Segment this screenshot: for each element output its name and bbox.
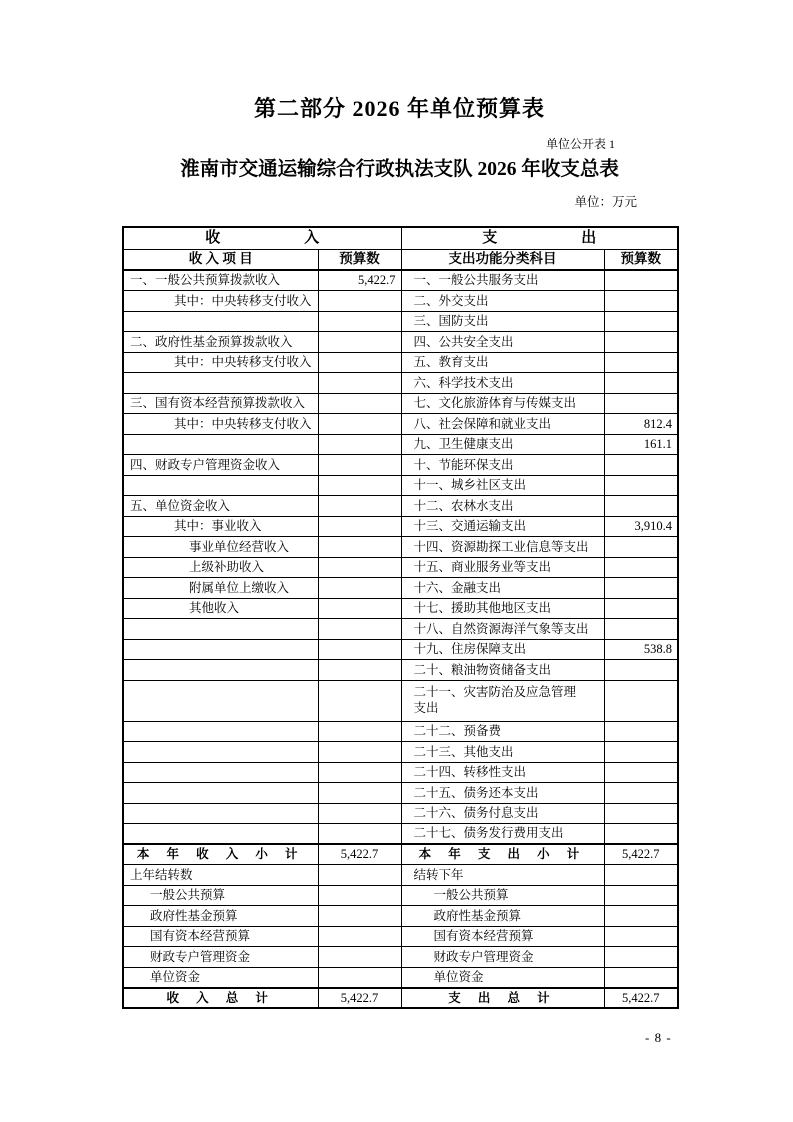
income-value-cell: [318, 803, 401, 824]
income-value-cell: [318, 434, 401, 455]
table-row: [123, 721, 678, 742]
table-row: [123, 783, 678, 804]
expense-value-cell: [604, 660, 678, 681]
unit-note: 单位：万元: [574, 195, 637, 209]
page-number: - 8 -: [645, 1030, 672, 1045]
expense-value-cell: [604, 557, 678, 578]
expense-item-cell: 十一、城乡社区支出: [401, 475, 604, 496]
expense-value-cell: [604, 619, 678, 640]
income-item-cell: 事业单位经营收入: [123, 537, 318, 558]
expense-item-cell: 支 出 总 计: [401, 988, 604, 1009]
income-value-cell: [318, 352, 401, 373]
table-row: [123, 885, 678, 906]
income-item-cell: 单位资金: [123, 967, 318, 988]
income-value-cell: [318, 291, 401, 312]
income-value-header: 预算数: [318, 249, 401, 270]
expense-value-cell: [604, 332, 678, 353]
expense-value-cell: [604, 762, 678, 783]
income-value-cell: [318, 639, 401, 660]
income-item-cell: [123, 783, 318, 804]
expense-item-cell: 十七、援助其他地区支出: [401, 598, 604, 619]
expense-value-cell: 5,422.7: [604, 844, 678, 865]
income-item-cell: 上级补助收入: [123, 557, 318, 578]
expense-value-cell: [604, 721, 678, 742]
table-row: [123, 311, 678, 332]
income-item-cell: [123, 824, 318, 845]
expense-value-cell: [604, 598, 678, 619]
budget-table-head: [123, 227, 678, 270]
expense-item-cell: 十四、资源勘探工业信息等支出: [401, 537, 604, 558]
table-row: [123, 455, 678, 476]
income-item-cell: [123, 311, 318, 332]
income-value-cell: [318, 537, 401, 558]
income-value-cell: 5,422.7: [318, 988, 401, 1009]
income-item-cell: [123, 680, 318, 721]
table-row: [123, 475, 678, 496]
expense-value-cell: [604, 311, 678, 332]
table-row: [123, 557, 678, 578]
income-item-cell: [123, 660, 318, 681]
table-row: [123, 926, 678, 947]
income-group-char-left: 收: [205, 229, 221, 246]
income-value-cell: [318, 660, 401, 681]
expense-item-cell: 六、科学技术支出: [401, 373, 604, 394]
income-item-cell: 二、政府性基金预算拨款收入: [123, 332, 318, 353]
expense-value-cell: [604, 865, 678, 886]
income-item-cell: [123, 639, 318, 660]
income-value-cell: [318, 516, 401, 537]
income-value-cell: [318, 947, 401, 968]
table-row: [123, 516, 678, 537]
income-value-cell: [318, 824, 401, 845]
income-item-cell: 一般公共预算: [123, 885, 318, 906]
expense-item-cell: 二十五、债务还本支出: [401, 783, 604, 804]
income-item-header: 收 入 项 目: [123, 249, 318, 270]
table-row: [123, 598, 678, 619]
income-item-cell: 政府性基金预算: [123, 906, 318, 927]
income-value-cell: [318, 496, 401, 517]
expense-group-header: [401, 227, 678, 249]
income-group-char-right: 入: [304, 229, 320, 246]
expense-value-cell: [604, 783, 678, 804]
expense-item-cell: 十、节能环保支出: [401, 455, 604, 476]
table-row: [123, 393, 678, 414]
budget-table: [122, 226, 679, 1009]
expense-value-cell: 812.4: [604, 414, 678, 435]
table-row: [123, 660, 678, 681]
expense-item-cell: 三、国防支出: [401, 311, 604, 332]
expense-item-cell: 十九、住房保障支出: [401, 639, 604, 660]
income-item-cell: 附属单位上缴收入: [123, 578, 318, 599]
income-item-cell: 国有资本经营预算: [123, 926, 318, 947]
expense-value-cell: [604, 578, 678, 599]
expense-item-cell: 二十、粮油物资储备支出: [401, 660, 604, 681]
expense-item-cell: 财政专户管理资金: [401, 947, 604, 968]
table-row: [123, 762, 678, 783]
table-row: [123, 496, 678, 517]
expense-value-cell: [604, 906, 678, 927]
expense-value-cell: 3,910.4: [604, 516, 678, 537]
table-row: [123, 270, 678, 291]
expense-value-cell: [604, 967, 678, 988]
income-item-cell: [123, 742, 318, 763]
part-title: 第二部分 2026 年单位预算表: [253, 96, 545, 121]
income-value-cell: [318, 742, 401, 763]
income-item-cell: 其中：事业收入: [123, 516, 318, 537]
table-row: [123, 680, 678, 721]
expense-value-cell: [604, 475, 678, 496]
table-row: [123, 619, 678, 640]
income-item-cell: 五、单位资金收入: [123, 496, 318, 517]
income-value-cell: [318, 475, 401, 496]
expense-value-cell: [604, 742, 678, 763]
expense-value-cell: [604, 291, 678, 312]
expense-item-cell: 单位资金: [401, 967, 604, 988]
expense-value-cell: [604, 680, 678, 721]
table-row: [123, 906, 678, 927]
income-item-cell: 三、国有资本经营预算拨款收入: [123, 393, 318, 414]
income-value-cell: [318, 619, 401, 640]
expense-item-cell: 四、公共安全支出: [401, 332, 604, 353]
expense-item-cell: 五、教育支出: [401, 352, 604, 373]
income-item-cell: 其中：中央转移支付收入: [123, 291, 318, 312]
expense-item-cell: 二十六、债务付息支出: [401, 803, 604, 824]
income-value-cell: 5,422.7: [318, 844, 401, 865]
expense-value-cell: [604, 537, 678, 558]
expense-value-cell: [604, 947, 678, 968]
expense-group-char-right: 出: [581, 229, 597, 246]
income-item-cell: 财政专户管理资金: [123, 947, 318, 968]
expense-value-cell: [604, 373, 678, 394]
table-row: [123, 742, 678, 763]
expense-item-cell: 国有资本经营预算: [401, 926, 604, 947]
income-item-cell: 本 年 收 入 小 计: [123, 844, 318, 865]
table-row: [123, 414, 678, 435]
expense-item-cell: 一、一般公共服务支出: [401, 270, 604, 291]
expense-group-char-left: 支: [482, 229, 498, 246]
income-value-cell: [318, 967, 401, 988]
income-item-cell: [123, 721, 318, 742]
expense-value-cell: [604, 352, 678, 373]
income-value-cell: [318, 373, 401, 394]
income-value-cell: [318, 762, 401, 783]
income-item-cell: [123, 619, 318, 640]
expense-value-cell: [604, 455, 678, 476]
budget-table-body: [123, 270, 678, 1008]
income-item-cell: 一、一般公共预算拨款收入: [123, 270, 318, 291]
expense-value-cell: 538.8: [604, 639, 678, 660]
income-item-cell: 四、财政专户管理资金收入: [123, 455, 318, 476]
expense-value-header: 预算数: [604, 249, 678, 270]
expense-item-cell: 九、卫生健康支出: [401, 434, 604, 455]
table-label: 单位公开表 1: [545, 137, 615, 151]
expense-item-cell: 政府性基金预算: [401, 906, 604, 927]
expense-value-cell: [604, 393, 678, 414]
expense-item-cell: 二十三、其他支出: [401, 742, 604, 763]
income-value-cell: [318, 598, 401, 619]
table-row: [123, 434, 678, 455]
expense-value-cell: [604, 496, 678, 517]
expense-item-cell: 二十四、转移性支出: [401, 762, 604, 783]
income-value-cell: [318, 455, 401, 476]
expense-item-cell: 十三、交通运输支出: [401, 516, 604, 537]
table-row: [123, 865, 678, 886]
expense-item-header: 支出功能分类科目: [401, 249, 604, 270]
income-group-header: [123, 227, 401, 249]
table-row: [123, 537, 678, 558]
income-item-cell: [123, 373, 318, 394]
table-row: [123, 373, 678, 394]
income-item-cell: [123, 762, 318, 783]
income-value-cell: [318, 311, 401, 332]
expense-item-cell: 十五、商业服务业等支出: [401, 557, 604, 578]
expense-item-cell: 本 年 支 出 小 计: [401, 844, 604, 865]
column-header-row: [123, 249, 678, 270]
income-item-cell: 收 入 总 计: [123, 988, 318, 1009]
income-value-cell: [318, 557, 401, 578]
table-row: [123, 947, 678, 968]
expense-group-label: [402, 229, 678, 249]
group-header-row: [123, 227, 678, 249]
table-row: [123, 844, 678, 865]
income-item-cell: 其中：中央转移支付收入: [123, 352, 318, 373]
income-value-cell: [318, 885, 401, 906]
table-title: 淮南市交通运输综合行政执法支队 2026 年收支总表: [180, 159, 619, 180]
table-row: [123, 803, 678, 824]
expense-item-cell: 二、外交支出: [401, 291, 604, 312]
income-item-cell: [123, 803, 318, 824]
table-row: [123, 967, 678, 988]
income-value-cell: [318, 906, 401, 927]
expense-value-cell: [604, 270, 678, 291]
income-item-cell: 上年结转数: [123, 865, 318, 886]
expense-value-cell: [604, 926, 678, 947]
table-row: [123, 988, 678, 1009]
income-item-cell: 其他收入: [123, 598, 318, 619]
expense-value-cell: [604, 824, 678, 845]
table-row: [123, 352, 678, 373]
income-value-cell: [318, 721, 401, 742]
income-value-cell: [318, 680, 401, 721]
income-value-cell: [318, 926, 401, 947]
income-value-cell: 5,422.7: [318, 270, 401, 291]
income-item-cell: 其中：中央转移支付收入: [123, 414, 318, 435]
income-value-cell: [318, 393, 401, 414]
income-item-cell: [123, 434, 318, 455]
expense-item-cell: 七、文化旅游体育与传媒支出: [401, 393, 604, 414]
income-value-cell: [318, 865, 401, 886]
expense-item-cell: 十八、自然资源海洋气象等支出: [401, 619, 604, 640]
expense-value-cell: 5,422.7: [604, 988, 678, 1009]
table-row: [123, 578, 678, 599]
expense-item-cell: 二十一、灾害防治及应急管理支出: [401, 680, 604, 721]
table-row: [123, 824, 678, 845]
table-row: [123, 639, 678, 660]
expense-value-cell: [604, 803, 678, 824]
expense-value-cell: [604, 885, 678, 906]
expense-item-cell: 十六、金融支出: [401, 578, 604, 599]
expense-item-cell: 八、社会保障和就业支出: [401, 414, 604, 435]
expense-item-cell: 结转下年: [401, 865, 604, 886]
expense-item-cell: 十二、农林水支出: [401, 496, 604, 517]
expense-item-cell: 一般公共预算: [401, 885, 604, 906]
expense-item-cell: 二十七、债务发行费用支出: [401, 824, 604, 845]
expense-item-cell: 二十二、预备费: [401, 721, 604, 742]
table-row: [123, 291, 678, 312]
expense-value-cell: 161.1: [604, 434, 678, 455]
table-row: [123, 332, 678, 353]
income-value-cell: [318, 578, 401, 599]
content-area: [122, 95, 677, 1009]
income-group-label: [124, 229, 401, 249]
income-item-cell: [123, 475, 318, 496]
income-value-cell: [318, 332, 401, 353]
income-value-cell: [318, 414, 401, 435]
income-value-cell: [318, 783, 401, 804]
